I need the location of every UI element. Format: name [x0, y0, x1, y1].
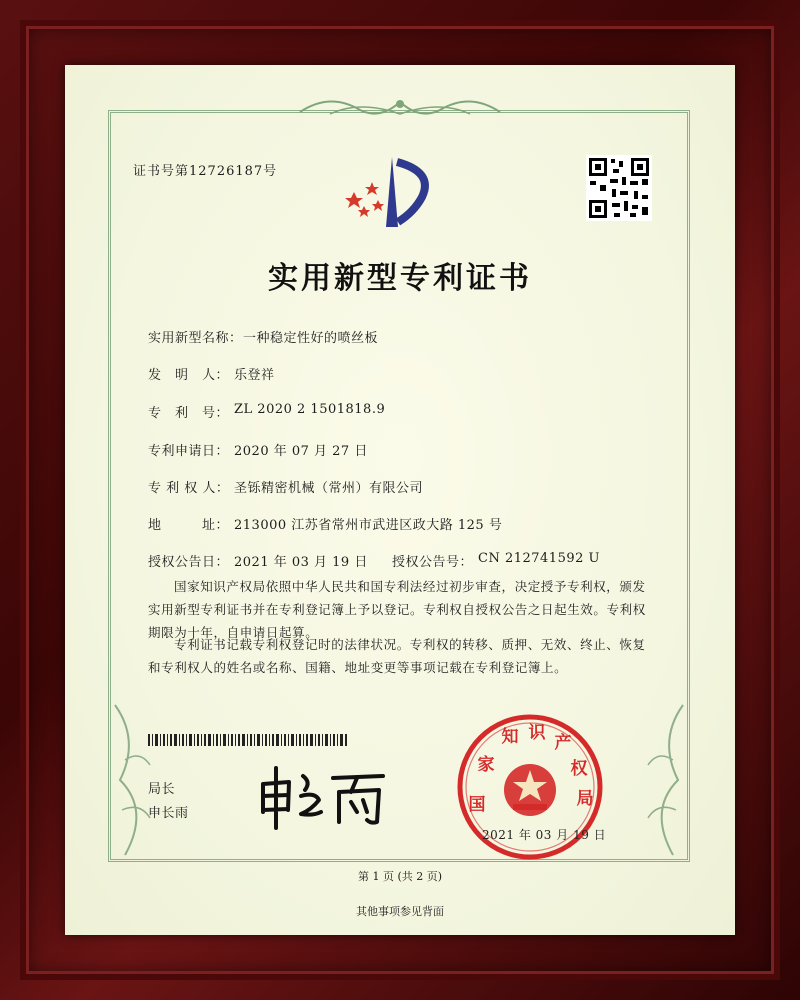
svg-text:产: 产	[554, 733, 572, 753]
field-name-label: 实用新型名称：	[148, 331, 243, 346]
field-inventor-value: 乐登祥	[234, 368, 275, 383]
field-patentee-label: 专 利 权 人：	[148, 481, 230, 496]
svg-text:权: 权	[570, 759, 588, 779]
field-grant-date-value: 2021 年 03 月 19 日	[234, 555, 368, 570]
certificate-title: 实用新型专利证书	[268, 261, 532, 296]
svg-text:家: 家	[477, 755, 495, 775]
top-ornament-icon	[290, 92, 510, 122]
svg-text:局: 局	[576, 789, 594, 809]
svg-text:知: 知	[501, 727, 519, 747]
field-patent-number-label: 专 利 号：	[148, 406, 230, 421]
certificate-paragraph-1: 国家知识产权局依照中华人民共和国专利法经过初步审查，决定授予专利权，颁发实用新型专利证书并在专利登记簿上予以登记。专利权自授权公告之日起生效。专利权期限为十年，自申请日起算。	[148, 579, 646, 640]
seal-date: 2021 年 03 月 19 日	[482, 828, 607, 842]
page-info: 第 1 页 (共 2 页)	[357, 870, 443, 883]
field-address-value: 213000 江苏省常州市武进区政大路 125 号	[234, 518, 503, 533]
field-patent-number-value: ZL 2020 2 1501818.9	[234, 402, 386, 417]
field-inventor-label: 发 明 人：	[148, 368, 230, 383]
director-name: 申长雨	[148, 806, 189, 821]
patent-office-logo-icon	[342, 152, 442, 232]
director-title: 局长	[148, 782, 176, 797]
certificate-paragraph-2: 专利证书记载专利权登记时的法律状况。专利权的转移、质押、无效、终止、恢复和专利权人的姓名或名称、国籍、地址变更等事项记载在专利登记簿上。	[148, 637, 646, 675]
certificate-number: 证书号第12726187号	[133, 164, 278, 179]
field-name-value: 一种稳定性好的喷丝板	[243, 331, 379, 346]
field-patentee-value: 圣铄精密机械（常州）有限公司	[234, 481, 424, 496]
field-announcement-value: CN 212741592 U	[478, 551, 600, 566]
field-filing-date-value: 2020 年 07 月 27 日	[234, 444, 368, 459]
qr-code-icon	[586, 155, 652, 221]
field-filing-date-label: 专利申请日：	[148, 444, 230, 459]
corner-ornament-icon	[628, 700, 688, 860]
signature-icon	[255, 762, 395, 832]
field-grant-date-label: 授权公告日：	[148, 555, 230, 570]
svg-text:国: 国	[468, 795, 486, 815]
field-address-label: 地 址：	[148, 518, 230, 533]
barcode-icon	[148, 734, 348, 746]
footer-note: 其他事项参见背面	[356, 905, 444, 918]
field-announcement-label: 授权公告号：	[392, 555, 474, 570]
svg-text:识: 识	[528, 723, 546, 743]
